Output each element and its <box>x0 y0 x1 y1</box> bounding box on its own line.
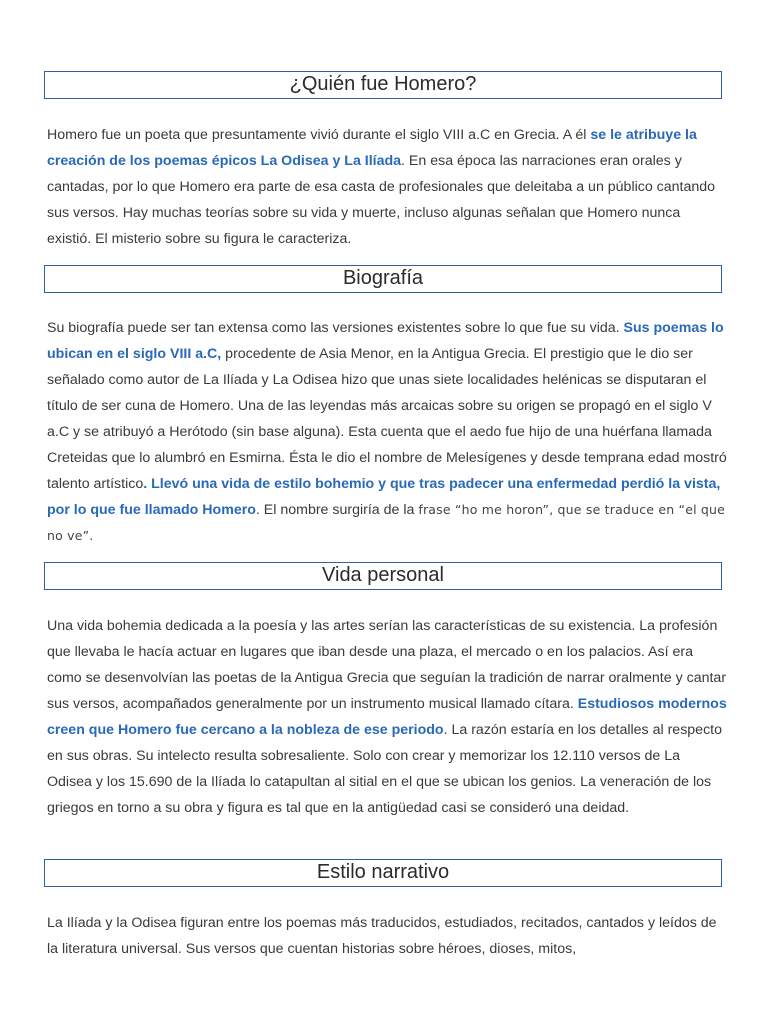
highlighted-text: se le atribuye la creación de los poemas épicos La Odisea y La Ilíada <box>47 127 697 169</box>
highlighted-text: Sus poemas lo ubican en el siglo VIII a.C, <box>47 320 724 362</box>
section-heading-biografia <box>44 265 722 293</box>
section-paragraph-biografia: Su biografía puede ser tan extensa como las versiones existentes sobre lo que fue su vida. Sus poemas lo ubican en el siglo VIII a.C, procedente de Asia Menor, en la Antigua Grecia. El prestigio que le dio ser señalado como autor de La Ilíada y La Odisea hizo que unas siete localidades helénicas se disputaran el título de ser cuna de Homero. Una de las leyendas más arcaicas sobre su origen se propagó en el siglo V a.C y se atribuyó a Herótodo (sin base alguna). Esta cuenta que el aedo fue hijo de una huérfana llamada Creteidas que lo alumbró en Esmirna. Ésta le dio el nombre de Melesígenes y desde temprana edad mostró talento artístico. Llevó una vida de estilo bohemio y que tras padecer una enfermedad perdió la vista, por lo que fue llamado Homero. El nombre surgiría de la frase “ho me horon”, que se traduce en “el que no ve”. <box>47 320 727 543</box>
section-paragraph-vida-personal: Una vida bohemia dedicada a la poesía y las artes serían las características de su existencia. La profesión que llevaba le hacía actuar en lugares que iban desde una plaza, el mercado o en los palacios. Así era como se desenvolvían las poetas de la Antigua Grecia que seguían la tradición de narrar oralmente y cantar sus versos, acompañados generalmente por un instrumento musical llamado cítara. Estudiosos modernos creen que Homero fue cercano a la nobleza de ese periodo. La razón estaría en los detalles al respecto en sus obras. Su intelecto resulta sobresaliente. Solo con crear y memorizar los 12.110 versos de La Odisea y los 15.690 de la Ilíada lo catapultan al sitial en el que se ubican los genios. La veneración de los griegos en torno a su obra y figura es tal que en la antigüedad casi se consideró una deidad. <box>47 618 727 816</box>
section-title: Biografía <box>342 267 424 289</box>
section-title: Estilo narrativo <box>316 861 450 883</box>
section-title: ¿Quién fue Homero? <box>289 73 477 95</box>
quote-text: frase “ho me horon”, que se traduce en “el que no ve”. <box>47 502 726 543</box>
section-title: Vida personal <box>322 564 444 586</box>
section-heading-vida-personal <box>44 562 722 590</box>
highlighted-text: . Llevó una vida de estilo bohemio y que tras padecer una enfermedad perdió la vista, por lo que fue llamado Homero <box>47 476 721 518</box>
section-heading-estilo-narrativo <box>44 859 722 887</box>
highlighted-text: Estudiosos modernos creen que Homero fue cercano a la nobleza de ese periodo <box>47 696 727 738</box>
section-heading-quien-fue-homero <box>44 71 722 99</box>
section-paragraph-quien-fue-homero: Homero fue un poeta que presuntamente vivió durante el siglo VIII a.C en Grecia. A él se le atribuye la creación de los poemas épicos La Odisea y La Ilíada. En esa época las narraciones eran orales y cantadas, por lo que Homero era parte de esa casta de profesionales que deleitaba a un público cantando sus versos. Hay muchas teorías sobre su vida y muerte, incluso algunas señalan que Homero nunca existió. El misterio sobre su figura le caracteriza. <box>47 127 716 247</box>
section-paragraph-estilo-narrativo: La Ilíada y la Odisea figuran entre los poemas más traducidos, estudiados, recitados, cantados y leídos de la literatura universal. Sus versos que cuentan historias sobre héroes, dioses, mitos, <box>47 915 717 957</box>
